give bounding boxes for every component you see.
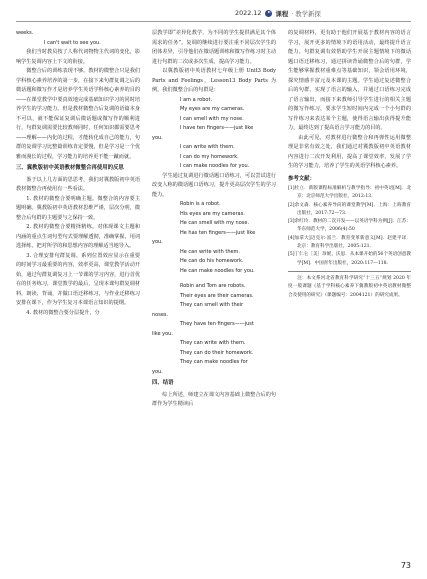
english-line: I can write with them. — [180, 144, 235, 150]
english-line: noses. — [152, 311, 169, 318]
english-line: you. — [152, 239, 163, 245]
paragraph: 层教学即“差异化教学，为不同的学生提供满足其个体需求的任务”。复调的继续进行要注重不同层次学生的团体差异，引导他们在微话题训练和微写作练习时主动进行句群的二次或多次生成，提高学习能力。 — [152, 30, 276, 65]
issue-date: 2022.12 — [235, 9, 262, 17]
english-line: My eyes are my cameras. — [180, 106, 245, 112]
reference-item: [1]杜立．新版课程标准解析与教学指导：初中英语[M]．北京：北京师范大学出版社，2012:13. — [288, 186, 411, 200]
reference-item: [4]加拿大]迈克尔·富兰．教育变革新意义[M]．赵建平译．北京：教育科学出版社，2005:121. — [288, 235, 411, 250]
english-line: Robin and Tom are robots. — [180, 283, 246, 289]
paragraph: 的复调材料，更有助于他们开展基于教材内容的语言学习，展开更多的情境下的语用活动，最终提升语言能力。句群复调有效帮助学生开展主题情境下的微话题口语迁移练习，通过拼读背诵微整合后的句群，学生能够掌握教材重难点等基础知识，领会语用环境，探究情感丰富元及本课的主题。学生通过复述微整合后的句群，实现了语言的输入，并通过口语练习完成了语言输出，而接下来教师引导学生进行的相关主题的微写作练习，要求学生短时间内完成一个小句群的写作练习来表达某个主题，使得语言输出获得提升能力，最终达到了提高语言学习能力的目的。 — [288, 30, 411, 131]
english-line: They can smell with their — [180, 302, 244, 308]
english-line: Robin is a robot. — [180, 201, 221, 207]
english-line: He can write with them. — [180, 248, 241, 255]
english-line: They can do their homework. — [180, 349, 254, 356]
page-number: 73 — [400, 561, 411, 570]
list-item: 3. 合理安排句群复调。系列位置效应显示在重要的时间学习最重要的内容，效率更高，课堂教学活动开始，通过句群复调复习上一节课的学习内容，进行首优在的任务练习，课堂教学的最后，呈现本课句群复调材料，朗读、背诵，并做口语迁移练习，与作业迁移练习安排在课下，作为学生复习本课语言知识的提纲。 — [16, 252, 140, 306]
english-line: He can smell with my nose. — [180, 220, 250, 226]
reference-item: [5]丁仁仑［美］珍妮，沃思．从本课开始的56个英语创意教学[M]．中国青年出版社，2020:117—118. — [288, 252, 411, 266]
english-line: I have ten fingers——just like — [180, 125, 254, 131]
reference-item: [3]余红玲．教材的二次开发——以英语学科为例[J]．江苏：华东师范大学，2006(4):50 — [288, 219, 411, 233]
section-heading: 四、结语 — [152, 380, 174, 386]
paragraph: 以冀教版初中英语教材七年级上册 Unit3 Body Parts and Feelings，Lesson13 Body Parts 为例，我们微整合后的句群是： — [152, 68, 276, 93]
english-line: He can do his homework. — [180, 258, 244, 264]
english-line: you. — [152, 368, 163, 375]
paragraph: 由此可见，对教材进行微整合和再弹性运用微整理是非常有效之处，我们通过对冀教版初中英语教材内容进行二次开发利用，提高了课堂效率，发展了学生的学习能力，培养了学生的英语学科核心素养。 — [288, 134, 411, 169]
english-line: like you. — [152, 330, 173, 337]
english-line: They can make noodles for — [180, 359, 248, 365]
funding-note: 注：本文系河北省教育科学研究“十三五”规划 2020 年度一般课题《基于学科核心素养下冀教版初中英语教材微整合及使用的研究》（课题编号：2004121）的研究成果。 — [288, 271, 411, 300]
english-line: I can't wait to see you. — [44, 39, 101, 46]
column-middle — [152, 29, 276, 410]
english-line: you. — [152, 134, 163, 141]
header-rule — [16, 21, 411, 22]
english-line: He has ten fingers——just like — [180, 229, 256, 236]
english-line: weeks. — [16, 30, 34, 36]
column-right — [288, 29, 411, 300]
english-line: I can smell with my nose. — [180, 115, 244, 122]
references-heading: 参考文献： — [288, 175, 315, 182]
english-line: Their eyes are their cameras. — [180, 292, 254, 299]
paragraph: 综上所述，师建立在课文内容基础上微整合后的句群作为学生精读后 — [152, 391, 276, 407]
paragraph: 学生通过复调进行微话题口语练习，可以尝试进行改变人称的微话题口语练习，提升更高层次学生的学习能力。 — [152, 172, 276, 198]
reference-item: [2]余文森．核心素养导向的课堂教学[M]．上海：上海教育出版社，2017:72—73. — [288, 202, 411, 216]
english-line: I can do my homework. — [180, 153, 239, 160]
section-heading: 三、冀教版初中英语教材微整合再使用的反思 — [16, 165, 124, 171]
paragraph: 我们当时教员按了人称代词物物主代词的变化，影响学生复调内容上下文的衔接。 — [16, 49, 140, 65]
english-line: They can write with them. — [180, 340, 246, 346]
paragraph: 微整合后的训练表现不够。教材的微整合只是我们学科核心素养培养的第一步，在接下来句群复调之后的微话题和微写作才是培养学生英语学科核心素养的目的——在课堂教学中要真效地完成基础知识学习的同时培养学生的学习能力。但是教材微整合后复调的语篇本身不可以，就不能保证复调后微话题或微写作的顺利进行，句群复调需要比较教师同时，任何知识都需要思考——理解——内化的过程，才能转化成自己的能力，句群的复调学习比整篇训练肯定要慢，但是学习是一个优雅而漫长的过程，学习能力的培养更不能一蹴而就。 — [16, 68, 140, 160]
list-item: 4. 教材的微整合要分层提升，分 — [26, 309, 100, 316]
english-line: I can make noodles for you. — [180, 163, 250, 169]
play-icon — [265, 10, 272, 17]
list-item: 1. 教材的微整合要明确主题。微整合的内容要主题明确。冀教版初中英语教材思维严谨，层次分明，微整合后句群的主题要与之保持一致。 — [16, 195, 140, 221]
page-header — [235, 7, 423, 19]
list-item: 2. 教材的微整合要精择精练。对体现课文主题和内涵的重点生词句型句式要理解透彻，准确掌握，用词选择练，把对所学的和思想内容的理解适当地导入。 — [16, 224, 140, 249]
english-line: They have ten fingers——just — [180, 321, 254, 327]
english-line: I am a robot. — [180, 96, 213, 103]
english-line: His eyes are my cameras. — [180, 210, 245, 217]
section-label: · 教学新探 — [291, 9, 321, 18]
column-left — [16, 29, 140, 318]
journal-brand: 课程 — [275, 9, 289, 18]
english-line: He can make noodles for you. — [180, 267, 255, 274]
paragraph: 鉴于以上几方面的思思考，我们对冀教版初中英语教材微整合再使用有一些看法。 — [16, 176, 140, 192]
